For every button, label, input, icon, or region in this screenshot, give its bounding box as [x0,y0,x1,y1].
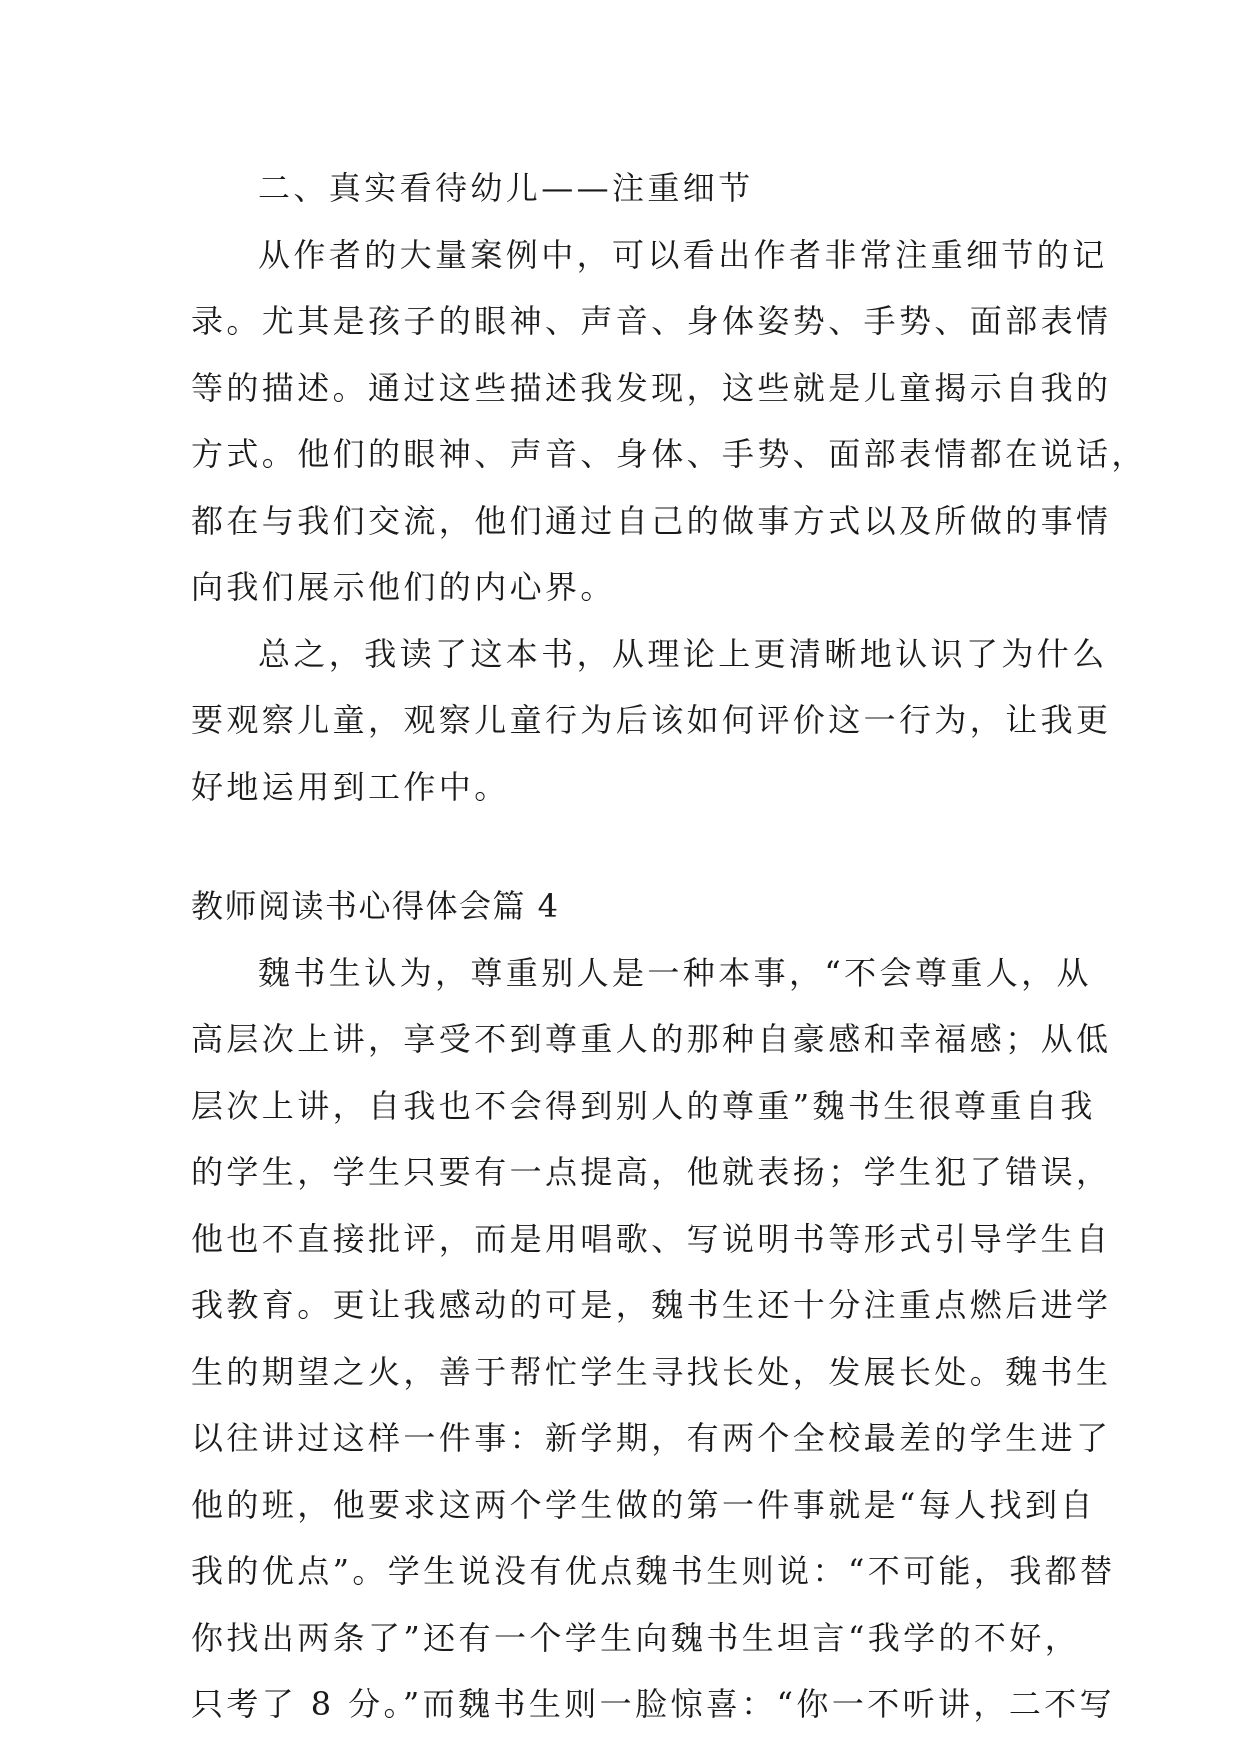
paragraph-line: 你找出两条了”还有一个学生向魏书生坦言“我学的不好， [191,1618,1081,1657]
paragraph-line: 好地运用到工作中。 [191,767,510,806]
paragraph-line: 生的期望之火，善于帮忙学生寻找长处，发展长处。魏书生 [191,1352,1112,1391]
section-heading: 教师阅读书心得体会篇 4 [191,887,560,925]
document-body [191,155,1147,1738]
paragraph-line: 从作者的大量案例中，可以看出作者非常注重细节的记 [258,235,1108,274]
paragraph-line: 以往讲过这样一件事：新学期，有两个全校最差的学生进了 [191,1419,1112,1457]
paragraph-line: 他的班，他要求这两个学生做的第一件事就是“每人找到自 [191,1485,1096,1524]
paragraph-line: 魏书生认为，尊重别人是一种本事，“不会尊重人，从 [258,953,1092,992]
section-spacer [191,820,1051,873]
paragraph-line: 他也不直接批评，而是用唱歌、写说明书等形式引导学生自 [191,1219,1112,1258]
paragraph-line: 我的优点”。学生说没有优点魏书生则说：“不可能，我都替 [191,1552,1116,1590]
paragraph-line: 等的描述。通过这些描述我发现，这些就是儿童揭示自我的 [191,368,1112,407]
paragraph-line: 我教育。更让我感动的可是，魏书生还十分注重点燃后进学 [191,1286,1112,1324]
paragraph [191,940,1116,1738]
paragraph-line: 层次上讲，自我也不会得到别人的尊重”魏书生很尊重自我 [191,1086,1096,1125]
paragraph-line: 都在与我们交流，他们通过自己的做事方式以及所做的事情 [191,501,1112,540]
paragraph-line: 的学生，学生只要有一点提高，他就表扬；学生犯了错误， [191,1153,1112,1191]
paragraph-line: 录。尤其是孩子的眼神、声音、身体姿势、手势、面部表情 [191,302,1112,340]
paragraph-line: 高层次上讲，享受不到尊重人的那种自豪感和幸福感；从低 [191,1020,1112,1058]
paragraph [191,222,1147,621]
paragraph-line: 方式。他们的眼神、声音、身体、手势、面部表情都在说话， [191,435,1147,473]
paragraph-line: 只考了 8 分。”而魏书生则一脸惊喜：“你一不听讲，二不写 [191,1685,1116,1723]
paragraph [191,621,1112,821]
paragraph-line: 总之，我读了这本书，从理论上更清晰地认识了为什么 [258,634,1108,673]
paragraph-line: 要观察儿童，观察儿童行为后该如何评价这一行为，让我更 [191,701,1112,739]
paragraph-line: 向我们展示他们的内心界。 [191,568,616,606]
section-subheading: 二、真实看待幼儿——注重细节 [258,169,754,207]
